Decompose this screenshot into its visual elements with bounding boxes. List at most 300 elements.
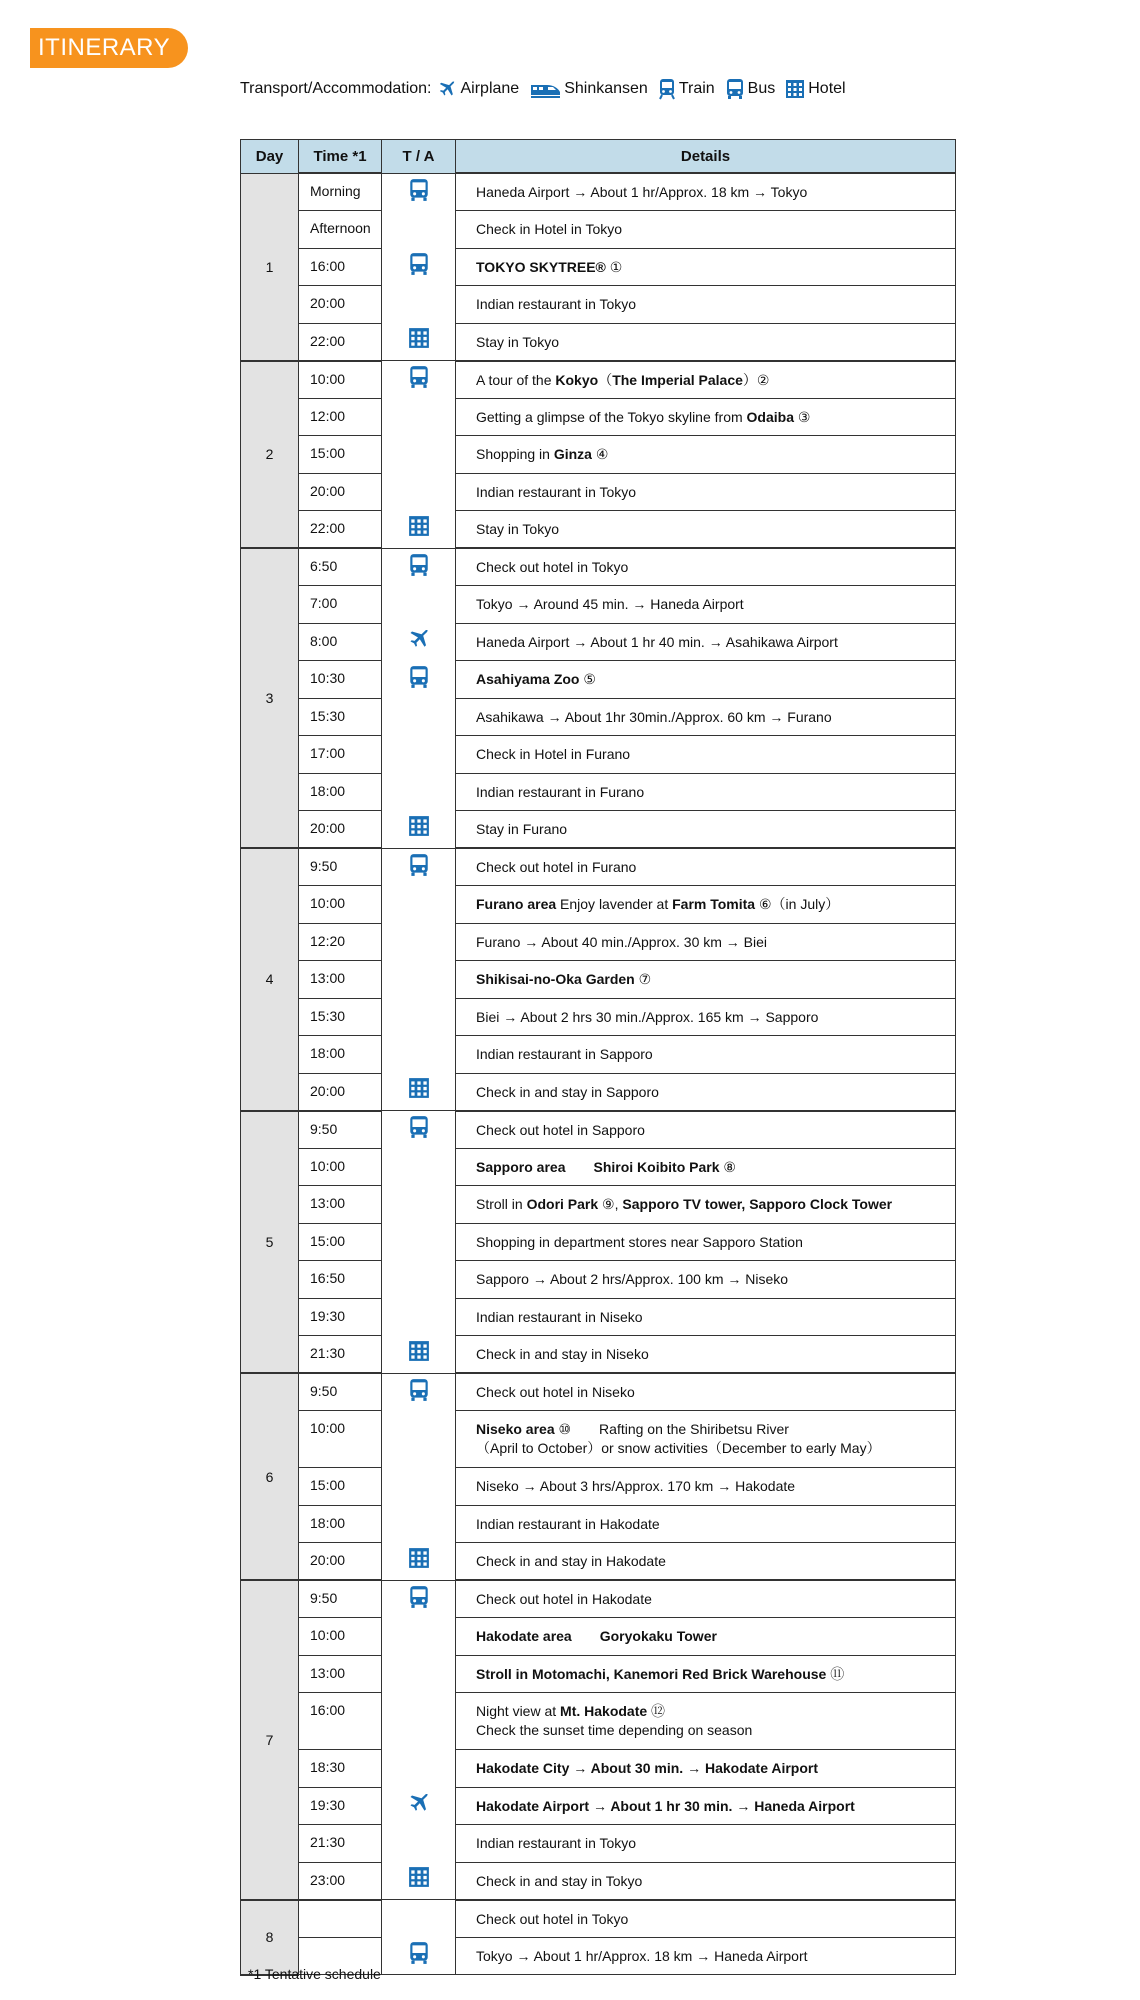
airplane-icon [407,627,431,651]
day-cell: 3 [241,548,299,848]
hotel-icon [408,815,430,837]
transport-cell [382,811,456,849]
time-cell [299,1900,382,1938]
detail-text: Check out hotel in Hakodate [476,1591,652,1607]
time-cell: 20:00 [299,1073,382,1111]
table-row [241,1693,956,1750]
details-cell [456,211,956,249]
detail-text: Enjoy lavender at [556,896,673,912]
table-row [241,361,956,399]
hotel-icon-wrap [408,1866,430,1891]
detail-text: ）② [742,371,770,388]
detail-text: Indian restaurant in Tokyo [476,1835,637,1851]
table-row [241,1336,956,1374]
time-cell: 15:00 [299,1223,382,1261]
detail-text: Check in and stay in Niseko [476,1346,649,1362]
bus-icon [408,1378,430,1402]
detail-text: Check out hotel in Tokyo [476,559,629,575]
table-row [241,1543,956,1581]
transport-cell [382,1937,456,1975]
header-day: Day [241,140,299,174]
time-cell: 20:00 [299,811,382,849]
transport-cell [382,736,456,774]
table-row [241,511,956,549]
detail-text: Niseko area [476,1421,555,1437]
detail-text: Check in and stay in Tokyo [476,1872,643,1889]
detail-text: Furano area [476,896,557,912]
legend-item-shinkansen [529,79,648,99]
legend-label-train: Train [678,80,715,97]
details-cell [456,1825,956,1863]
time-cell: 18:00 [299,773,382,811]
table-row [241,848,956,886]
detail-text: Stroll in [476,1196,527,1212]
table-row [241,1505,956,1543]
details-cell [456,1336,956,1374]
airplane-icon-wrap [407,627,431,654]
time-cell: 6:50 [299,548,382,586]
detail-text: Haneda Airport → About 1 hr 40 min. → Asahikawa Airport [476,633,838,650]
table-row [241,1750,956,1788]
airplane-icon-wrap [407,1791,431,1818]
table-row [241,923,956,961]
hotel-icon-wrap [408,1340,430,1365]
time-cell: 16:00 [299,248,382,286]
details-cell [456,1261,956,1299]
hotel-icon [408,327,430,349]
detail-text: Check out hotel in Tokyo [476,1910,629,1927]
detail-text: Check in Hotel in Tokyo [476,221,623,237]
detail-text: ⑦ [634,971,652,987]
legend-item-train [658,78,715,100]
bus-icon [408,665,430,689]
time-cell: 22:00 [299,323,382,361]
detail-text: Indian restaurant in Niseko [476,1308,643,1325]
airplane-icon [437,79,457,99]
table-row [241,736,956,774]
detail-text: Check in and stay in Sapporo [476,1083,659,1100]
time-cell: 15:30 [299,698,382,736]
table-header-row [241,140,956,174]
legend-item-hotel [785,79,845,99]
transport-cell [382,1862,456,1900]
transport-cell [382,1468,456,1506]
transport-cell [382,661,456,699]
detail-text: Getting a glimpse of the Tokyo skyline from [476,408,747,425]
table-row [241,1655,956,1693]
table-row [241,773,956,811]
day-cell: 8 [241,1900,299,1975]
table-row [241,1223,956,1261]
detail-text: Check in Hotel in Furano [476,746,631,762]
details-cell [456,286,956,324]
details-cell [456,1862,956,1900]
detail-text: Mt. Hakodate [560,1703,648,1719]
detail-text: ⑩ Rafting on the Shiribetsu River [554,1421,789,1437]
table-row [241,1787,956,1825]
hotel-icon [408,1547,430,1569]
table-row [241,436,956,474]
detail-text: ⑥（in July） [755,896,840,912]
time-cell: 18:00 [299,1036,382,1074]
bus-icon-wrap [408,553,430,580]
details-cell [456,473,956,511]
details-cell [456,248,956,286]
time-cell: 21:30 [299,1336,382,1374]
time-cell: Morning [299,173,382,211]
table-row [241,1468,956,1506]
table-row [241,961,956,999]
hotel-icon-wrap [408,1547,430,1572]
transport-cell [382,1298,456,1336]
time-cell: 23:00 [299,1862,382,1900]
time-cell: 17:00 [299,736,382,774]
table-row [241,998,956,1036]
transport-cell [382,998,456,1036]
hotel-icon [408,1340,430,1362]
day-cell: 1 [241,173,299,361]
details-cell [456,1036,956,1074]
hotel-icon-wrap [408,1077,430,1102]
table-row [241,1261,956,1299]
transport-cell [382,1618,456,1656]
table-row [241,286,956,324]
transport-cell [382,1825,456,1863]
detail-text: Shiroi Koibito Park [593,1158,720,1175]
header-time: Time *1 [299,140,382,174]
details-cell [456,1073,956,1111]
detail-text: Stay in Tokyo [476,333,560,350]
detail-text: （ [598,371,613,388]
transport-cell [382,548,456,586]
detail-text: Goryokaku Tower [599,1628,717,1644]
transport-cell [382,586,456,624]
time-cell: 20:00 [299,473,382,511]
transport-cell [382,848,456,886]
details-cell [456,1580,956,1618]
detail-text: ⑪ [826,1665,845,1682]
bus-icon [408,1115,430,1139]
details-cell [456,848,956,886]
details-cell [456,1373,956,1411]
transport-cell [382,173,456,211]
detail-text: Asahikawa → About 1hr 30min./Approx. 60 km → Furano [476,708,832,725]
time-cell: Afternoon [299,211,382,249]
transport-cell [382,1186,456,1224]
detail-text: The Imperial Palace [612,371,743,388]
legend-item-airplane [437,79,519,99]
table-row [241,1298,956,1336]
legend-label-hotel: Hotel [808,80,846,97]
details-cell [456,1411,956,1468]
train-icon [658,78,676,100]
transport-cell [382,1223,456,1261]
day-cell: 2 [241,361,299,549]
details-cell [456,1298,956,1336]
detail-text: ⑧ [719,1158,736,1175]
bus-icon-wrap [408,178,430,205]
transport-cell [382,1750,456,1788]
time-cell: 10:00 [299,1618,382,1656]
details-cell [456,1693,956,1750]
time-cell: 8:00 [299,623,382,661]
table-row [241,548,956,586]
detail-text: Indian restaurant in Hakodate [476,1515,660,1532]
legend-item-bus [725,78,776,100]
footnote: *1 Tentative schedule [248,1966,381,1982]
detail-text: Hakodate Airport → About 1 hr 30 min. → Haneda Airport [476,1797,855,1814]
detail-text: Kokyo [555,371,599,388]
header-details: Details [456,140,956,174]
bus-icon-wrap [408,1115,430,1142]
transport-legend [240,78,856,100]
table-row [241,698,956,736]
details-cell [456,361,956,399]
detail-text: ① [605,258,623,275]
day-cell: 4 [241,848,299,1111]
details-cell [456,1111,956,1149]
details-cell [456,323,956,361]
bus-icon [725,78,745,100]
bus-icon [408,853,430,877]
day-cell: 5 [241,1111,299,1374]
table-row [241,1073,956,1111]
time-cell: 9:50 [299,1373,382,1411]
time-cell: 9:50 [299,1111,382,1149]
details-cell [456,886,956,924]
transport-cell [382,1373,456,1411]
time-cell: 16:50 [299,1261,382,1299]
table-row [241,1036,956,1074]
details-cell [456,1937,956,1975]
detail-text: Indian restaurant in Tokyo [476,483,637,500]
details-cell [456,998,956,1036]
table-row [241,661,956,699]
transport-cell [382,1900,456,1938]
details-cell [456,436,956,474]
detail-text: TOKYO SKYTREE® [476,258,606,275]
details-cell [456,961,956,999]
itinerary-badge: ITINERARY [30,28,188,68]
table-row [241,1373,956,1411]
table-row [241,1618,956,1656]
time-cell: 20:00 [299,1543,382,1581]
details-cell [456,1900,956,1938]
time-cell: 13:00 [299,1186,382,1224]
transport-cell [382,1505,456,1543]
shinkansen-icon [529,79,561,99]
time-cell: 16:00 [299,1693,382,1750]
time-cell: 10:30 [299,661,382,699]
table-row [241,1411,956,1468]
transport-cell [382,473,456,511]
time-cell: 19:30 [299,1298,382,1336]
detail-text: Furano → About 40 min./Approx. 30 km → Biei [476,933,768,950]
transport-cell [382,698,456,736]
detail-text: Odaiba [746,408,795,425]
time-cell: 9:50 [299,848,382,886]
transport-cell [382,286,456,324]
details-cell [456,1618,956,1656]
table-row [241,1186,956,1224]
detail-text: Tokyo → Around 45 min. → Haneda Airport [476,596,744,612]
bus-icon [408,365,430,389]
detail-text [565,1159,593,1175]
itinerary-table [240,139,956,1976]
bus-icon [408,252,430,276]
transport-cell [382,923,456,961]
detail-text: Check out hotel in Niseko [476,1384,635,1400]
time-cell: 9:50 [299,1580,382,1618]
table-row [241,1862,956,1900]
detail-text: Sapporo → About 2 hrs/Approx. 100 km → Niseko [476,1271,789,1287]
table-row [241,1148,956,1186]
detail-text: Asahiyama Zoo [476,671,580,687]
detail-text: Tokyo → About 1 hr/Approx. 18 km → Haneda Airport [476,1947,808,1964]
bus-icon-wrap [408,1378,430,1405]
transport-cell [382,1148,456,1186]
hotel-icon-wrap [408,327,430,352]
table-row [241,623,956,661]
transport-cell [382,1073,456,1111]
transport-cell [382,886,456,924]
legend-label-bus: Bus [747,80,776,97]
transport-cell [382,1261,456,1299]
detail-text: Stroll in Motomachi, Kanemori Red Brick Warehouse [476,1665,827,1682]
detail-text: Hakodate area [476,1628,572,1644]
details-cell [456,398,956,436]
detail-text: Odori Park [526,1196,599,1212]
hotel-icon [408,1077,430,1099]
legend-label-airplane: Airplane [460,80,520,97]
detail-text: A tour of the [476,371,556,388]
time-cell: 7:00 [299,586,382,624]
transport-cell [382,398,456,436]
transport-cell [382,211,456,249]
detail-text: Check in and stay in Hakodate [476,1553,666,1569]
detail-text: Biei → About 2 hrs 30 min./Approx. 165 km → Sapporo [476,1008,819,1025]
detail-text: ④ [591,446,609,462]
airplane-icon [407,1791,431,1815]
detail-text: Indian restaurant in Tokyo [476,296,637,312]
transport-cell [382,323,456,361]
transport-cell [382,1111,456,1149]
details-cell [456,773,956,811]
detail-text: Shopping in department stores near Sapporo Station [476,1233,803,1250]
detail-text: Ginza [553,446,592,462]
time-cell: 21:30 [299,1825,382,1863]
time-cell: 15:00 [299,1468,382,1506]
time-cell: 20:00 [299,286,382,324]
transport-cell [382,1543,456,1581]
detail-text: Shikisai-no-Oka Garden [476,971,635,987]
detail-text: Check out hotel in Furano [476,859,637,875]
time-cell: 10:00 [299,1411,382,1468]
time-cell: 15:30 [299,998,382,1036]
transport-cell [382,1693,456,1750]
details-cell [456,1543,956,1581]
hotel-icon-wrap [408,815,430,840]
time-cell: 15:00 [299,436,382,474]
table-row [241,811,956,849]
table-row [241,1111,956,1149]
detail-text: Shopping in [476,446,554,462]
transport-cell [382,623,456,661]
detail-text: Sapporo area [476,1158,566,1175]
day-cell: 7 [241,1580,299,1900]
bus-icon-wrap [408,365,430,392]
legend-title: Transport/Accommodation: [240,80,432,97]
header-ta: T / A [382,140,456,174]
bus-icon-wrap [408,252,430,279]
details-cell [456,1505,956,1543]
transport-cell [382,961,456,999]
transport-cell [382,436,456,474]
detail-text: Haneda Airport → About 1 hr/Approx. 18 km → Tokyo [476,184,808,200]
detail-text: ③ [794,408,811,425]
time-cell: 10:00 [299,361,382,399]
details-cell [456,548,956,586]
table-row [241,173,956,211]
time-cell: 10:00 [299,1148,382,1186]
day-cell: 6 [241,1373,299,1580]
detail-text: ⑫ [647,1703,666,1719]
detail-text: Farm Tomita [672,896,756,912]
details-cell [456,1148,956,1186]
hotel-icon [785,79,805,99]
time-cell: 13:00 [299,1655,382,1693]
time-cell: 12:20 [299,923,382,961]
detail-text: Night view at [476,1703,561,1719]
table-row [241,323,956,361]
details-cell [456,1468,956,1506]
table-row [241,1900,956,1938]
itinerary-body [241,173,956,1975]
hotel-icon-wrap [408,515,430,540]
details-cell [456,923,956,961]
time-cell: 19:30 [299,1787,382,1825]
transport-cell [382,1336,456,1374]
time-cell: 13:00 [299,961,382,999]
details-cell [456,173,956,211]
table-row [241,211,956,249]
transport-cell [382,773,456,811]
table-row [241,1580,956,1618]
bus-icon-wrap [408,853,430,880]
detail-text: Indian restaurant in Sapporo [476,1046,653,1062]
detail-text: Indian restaurant in Furano [476,783,645,800]
bus-icon [408,1585,430,1609]
detail-text: Stay in Furano [476,821,568,837]
detail-text: Check the sunset time depending on season [476,1722,753,1738]
details-cell [456,698,956,736]
detail-text: Sapporo TV tower, Sapporo Clock Tower [622,1196,893,1212]
details-cell [456,586,956,624]
bus-icon-wrap [408,1941,430,1968]
bus-icon [408,178,430,202]
time-cell: 12:00 [299,398,382,436]
detail-text: ⑤ [579,671,596,687]
time-cell: 22:00 [299,511,382,549]
transport-cell [382,1655,456,1693]
transport-cell [382,511,456,549]
details-cell [456,661,956,699]
table-row [241,473,956,511]
detail-text: Niseko → About 3 hrs/Approx. 170 km → Hakodate [476,1478,796,1494]
details-cell [456,511,956,549]
details-cell [456,736,956,774]
detail-text: （April to October）or snow activities（December to early May） [476,1440,881,1456]
